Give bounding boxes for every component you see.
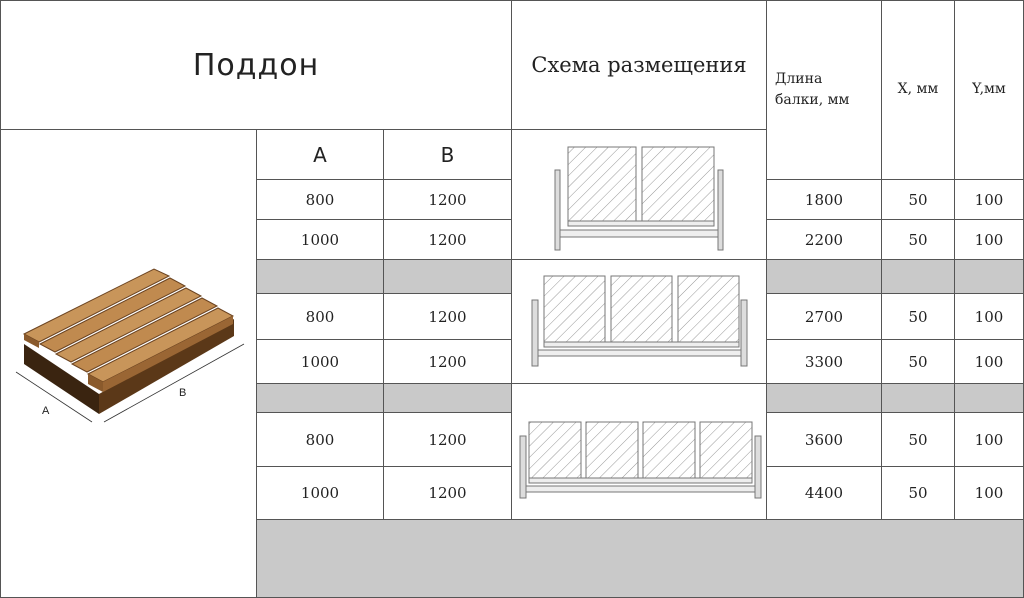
separator-row: [767, 384, 882, 413]
table-row-cell-x: 50: [882, 467, 955, 520]
separator-row: [882, 260, 955, 294]
table-row-cell-x: 50: [882, 180, 955, 220]
y-header: Y,мм: [955, 0, 1024, 180]
separator-row: [384, 384, 512, 413]
separator-row: [955, 260, 1024, 294]
table-row-cell-beam: 1800: [767, 180, 882, 220]
schema-cell-4: [512, 384, 767, 520]
separator-row: [257, 260, 384, 294]
table-row-cell-y: 100: [955, 340, 1024, 384]
x-header: X, мм: [882, 0, 955, 180]
rack-diagram: [512, 384, 767, 520]
beam-length-header: [767, 0, 882, 180]
separator-row: [384, 260, 512, 294]
table-row-cell-beam: 2700: [767, 294, 882, 340]
pallet-label-a: A: [41, 404, 49, 417]
table-row-cell-y: 100: [955, 220, 1024, 260]
pallet-title: Поддон: [0, 0, 512, 130]
separator-row: [257, 384, 384, 413]
table-row-cell-b: 1200: [384, 180, 512, 220]
separator-row: [955, 384, 1024, 413]
table-row-cell-b: 1200: [384, 467, 512, 520]
separator-row: [767, 260, 882, 294]
column-a-header: A: [257, 130, 384, 180]
schema-title: Схема размещения: [512, 0, 767, 130]
beam-length-label-1: Длина: [775, 71, 823, 87]
table-row-cell-a: 800: [257, 180, 384, 220]
table-row-cell-x: 50: [882, 413, 955, 467]
table-row-cell-a: 800: [257, 294, 384, 340]
beam-length-label-2: балки, мм: [775, 92, 850, 108]
table-row-cell-x: 50: [882, 294, 955, 340]
table-row-cell-b: 1200: [384, 294, 512, 340]
table-row-cell-a: 1000: [257, 340, 384, 384]
rack-diagram: [512, 130, 767, 260]
column-b-header: B: [384, 130, 512, 180]
table-row-cell-y: 100: [955, 467, 1024, 520]
table-row-cell-a: 1000: [257, 220, 384, 260]
rack-diagram: [512, 260, 767, 384]
table-row-cell-x: 50: [882, 340, 955, 384]
table-row-cell-beam: 4400: [767, 467, 882, 520]
table-row-cell-beam: 2200: [767, 220, 882, 260]
separator-row: [882, 384, 955, 413]
table-row-cell-b: 1200: [384, 220, 512, 260]
table-row-cell-beam: 3300: [767, 340, 882, 384]
pallet-image: [4, 264, 254, 464]
table-row-cell-a: 800: [257, 413, 384, 467]
schema-cell-2: [512, 130, 767, 260]
table-row-cell-y: 100: [955, 180, 1024, 220]
pallet-image-cell: [0, 130, 257, 598]
table-row-cell-y: 100: [955, 294, 1024, 340]
table-row-cell-b: 1200: [384, 413, 512, 467]
table-row-cell-y: 100: [955, 413, 1024, 467]
table-row-cell-a: 1000: [257, 467, 384, 520]
pallet-label-b: B: [178, 386, 186, 399]
bottom-gray-area: [257, 520, 1024, 598]
table-row-cell-b: 1200: [384, 340, 512, 384]
schema-cell-3: [512, 260, 767, 384]
table-row-cell-beam: 3600: [767, 413, 882, 467]
table-row-cell-x: 50: [882, 220, 955, 260]
